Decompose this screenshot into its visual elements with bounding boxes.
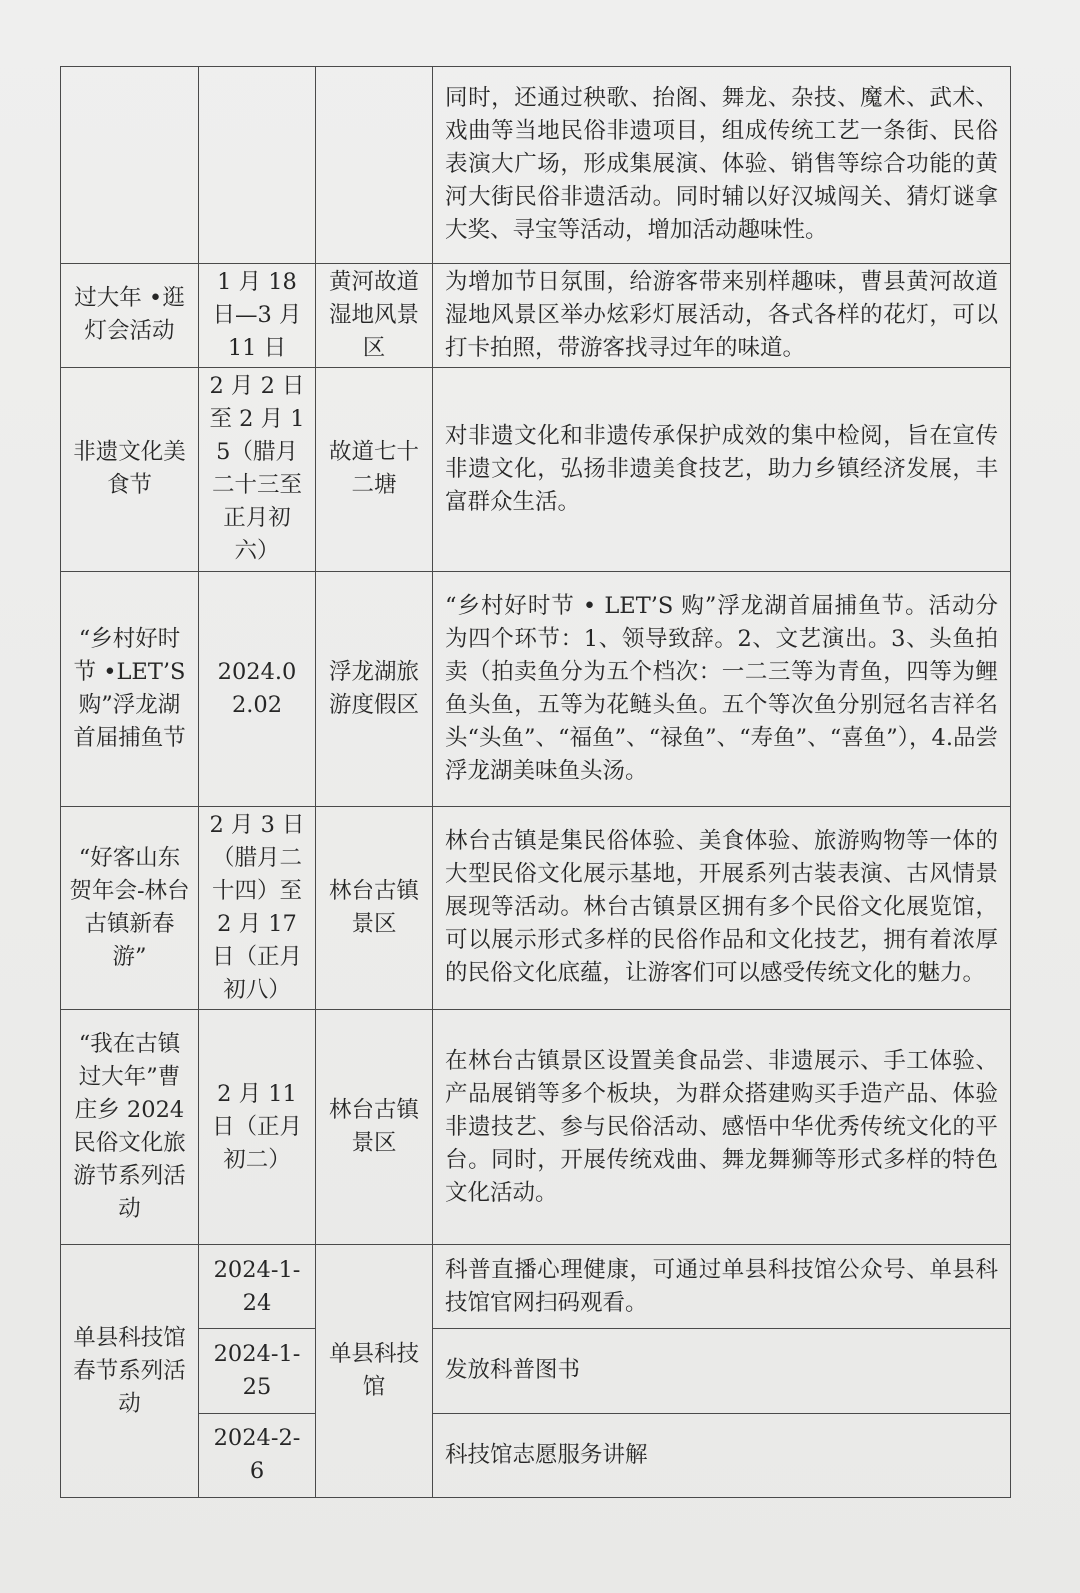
activity-desc-cell: 同时，还通过秧歌、抬阁、舞龙、杂技、魔术、武术、戏曲等当地民俗非遗项目，组成传统工艺一条街、民俗表演大广场，形成集展演、体验、销售等综合功能的黄河大街民俗非遗活动。同时辅以好汉城闯关、猜灯谜拿大奖、寻宝等活动，增加活动趣味性。 (433, 67, 1011, 264)
activity-time-cell: 1 月 18 日—3 月 11 日 (199, 263, 316, 367)
activity-name-cell: “乡村好时节 •LET’S 购”浮龙湖首届捕鱼节 (61, 571, 199, 806)
activity-name-cell: 非遗文化美食节 (61, 368, 199, 572)
activity-name-cell: 单县科技馆春节系列活动 (61, 1245, 199, 1498)
activity-desc-cell: 对非遗文化和非遗传承保护成效的集中检阅，旨在宣传非遗文化，弘扬非遗美食技艺，助力乡镇经济发展，丰富群众生活。 (433, 368, 1011, 572)
activity-place-cell: 单县科技馆 (316, 1245, 433, 1498)
table-row (61, 67, 1011, 264)
activity-name-cell (61, 67, 199, 264)
activity-place-cell: 林台古镇景区 (316, 1010, 433, 1245)
activity-time-cell: 2024.02.02 (199, 571, 316, 806)
activity-desc-cell: 在林台古镇景区设置美食品尝、非遗展示、手工体验、产品展销等多个板块，为群众搭建购买手造产品、体验非遗技艺、参与民俗活动、感悟中华优秀传统文化的平台。同时，开展传统戏曲、舞龙舞狮等形式多样的特色文化活动。 (433, 1010, 1011, 1245)
activity-time-cell: 2024-1-25 (199, 1329, 316, 1413)
activity-desc-cell: 为增加节日氛围，给游客带来别样趣味，曹县黄河故道湿地风景区举办炫彩灯展活动，各式各样的花灯，可以打卡拍照，带游客找寻过年的味道。 (433, 263, 1011, 367)
activity-desc-cell: 科普直播心理健康，可通过单县科技馆公众号、单县科技馆官网扫码观看。 (433, 1245, 1011, 1329)
activity-desc-cell: 科技馆志愿服务讲解 (433, 1413, 1011, 1497)
activity-time-cell (199, 67, 316, 264)
table-row (61, 368, 1011, 572)
activity-place-cell: 故道七十二塘 (316, 368, 433, 572)
activity-place-cell: 黄河故道湿地风景区 (316, 263, 433, 367)
activity-name-cell: 过大年 •逛灯会活动 (61, 263, 199, 367)
activity-place-cell: 浮龙湖旅游度假区 (316, 571, 433, 806)
activity-table (60, 66, 1011, 1498)
table-row (61, 1010, 1011, 1245)
table-row (61, 1329, 1011, 1413)
activity-time-cell: 2024-2-6 (199, 1413, 316, 1497)
activity-time-cell: 2 月 11 日（正月初二） (199, 1010, 316, 1245)
activity-time-cell: 2 月 3 日（腊月二十四）至 2 月 17 日（正月初八） (199, 806, 316, 1010)
activity-desc-cell: 林台古镇是集民俗体验、美食体验、旅游购物等一体的大型民俗文化展示基地，开展系列古装表演、古风情景展现等活动。林台古镇景区拥有多个民俗文化展览馆，可以展示形式多样的民俗作品和文化技艺，拥有着浓厚的民俗文化底蕴，让游客们可以感受传统文化的魅力。 (433, 806, 1011, 1010)
activity-place-cell: 林台古镇景区 (316, 806, 433, 1010)
activity-desc-cell: “乡村好时节 • LET’S 购”浮龙湖首届捕鱼节。活动分为四个环节：1、领导致辞。2、文艺演出。3、头鱼拍卖（拍卖鱼分为五个档次：一二三等为青鱼，四等为鲤鱼头鱼，五等为花鲢头鱼。五个等次鱼分别冠名吉祥名头“头鱼”、“福鱼”、“禄鱼”、“寿鱼”、“喜鱼”），4.品尝浮龙湖美味鱼头汤。 (433, 571, 1011, 806)
activity-desc-cell: 发放科普图书 (433, 1329, 1011, 1413)
table-row (61, 1245, 1011, 1329)
activity-time-cell: 2 月 2 日至 2 月 15（腊月二十三至正月初六） (199, 368, 316, 572)
activity-name-cell: “好客山东贺年会-林台古镇新春游” (61, 806, 199, 1010)
table-row (61, 1413, 1011, 1497)
table-row (61, 806, 1011, 1010)
table-row (61, 263, 1011, 367)
table-row (61, 571, 1011, 806)
activity-time-cell: 2024-1-24 (199, 1245, 316, 1329)
activity-place-cell (316, 67, 433, 264)
activity-name-cell: “我在古镇过大年”曹庄乡 2024 民俗文化旅游节系列活动 (61, 1010, 199, 1245)
